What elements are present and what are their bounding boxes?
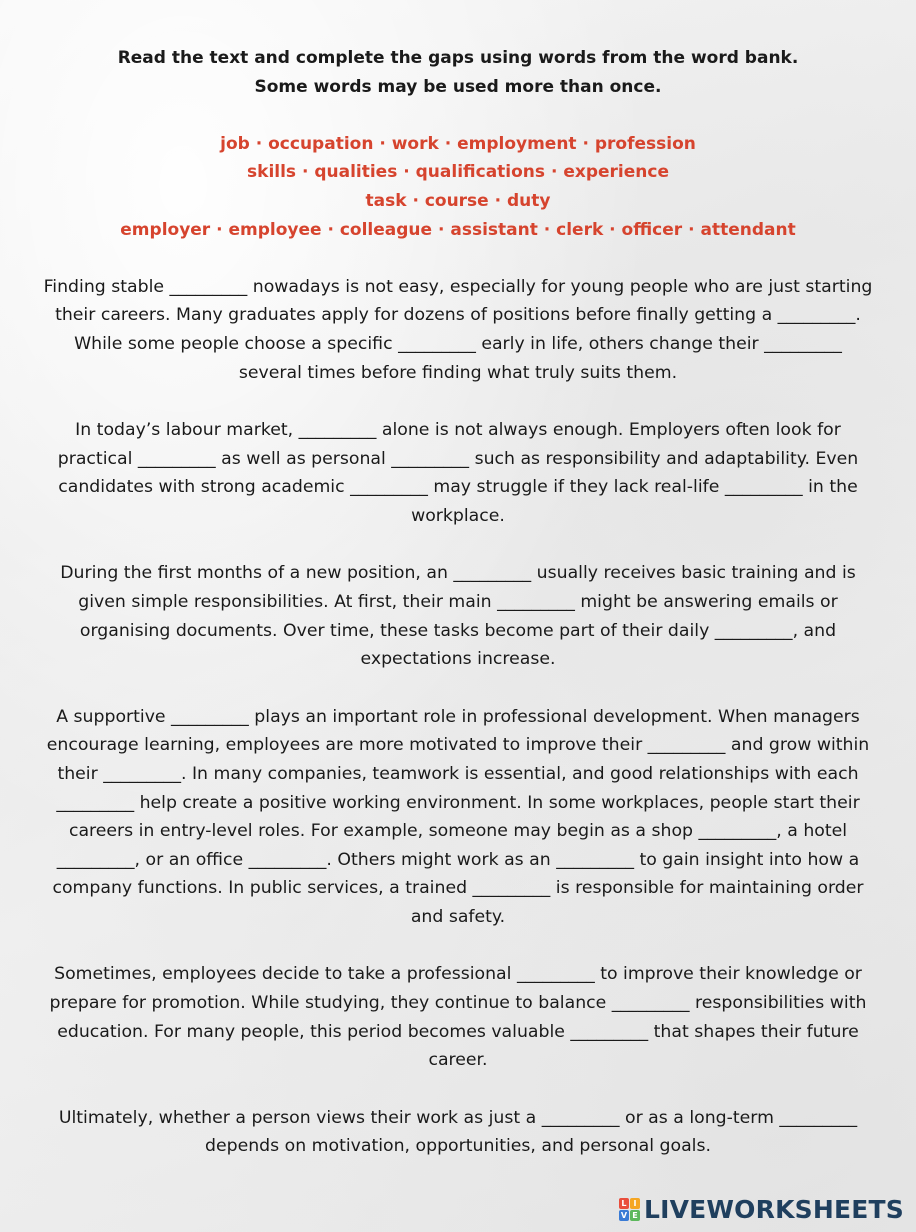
logo-wordmark: LIVEWORKSHEETS — [643, 1195, 904, 1224]
word-bank-row-4: employer · employee · colleague · assistant · clerk · officer · attendant — [120, 219, 796, 240]
paragraph-2: In today’s labour market, _________ alone is not always enough. Employers often look for practical _________ as well as personal _________ such as responsibility and adaptability. Even candidates with strong academic _________ may struggle if they lack real-life _________ in the workplace. — [57, 420, 859, 526]
logo-mark-letter-e: E — [630, 1210, 640, 1221]
logo-mark-letter-v: V — [620, 1211, 628, 1220]
gap-fill-passage — [40, 273, 876, 1161]
paragraph-3: During the first months of a new position, an _________ usually receives basic training and is given simple responsibilities. At first, their main _________ might be answering emails or organising documents. Over time, these tasks become part of their daily _________, and expectations increase. — [60, 563, 856, 670]
logo-mark-letter-l: L — [619, 1198, 629, 1209]
liveworksheets-logo — [619, 1197, 904, 1222]
paragraph-4: A supportive _________ plays an important role in professional development. When managers encourage learning, employees are more motivated to improve their _________ and grow within their _________. In many companies, teamwork is essential, and good relationships with each _________ help create a positive working environment. In some workplaces, people start their careers in entry-level roles. For example, someone may begin as a shop _________, a hotel _________, or an office _________. Others might work as an _________ to gain insight into how a company functions. In public services, a trained _________ is responsible for maintaining order and safety. — [46, 706, 870, 928]
instructions-line-1: Read the text and complete the gaps using words from the word bank. — [117, 48, 799, 68]
word-bank-row-3: task · course · duty — [365, 190, 551, 211]
worksheet — [40, 44, 876, 1161]
paragraph-5: Sometimes, employees decide to take a professional _________ to improve their knowledge or prepare for promotion. While studying, they continue to balance _________ responsibilities with education. For many people, this period becomes valuable _________ that shapes their future career. — [49, 964, 867, 1071]
instructions — [40, 44, 876, 101]
logo-mark-letter-i: I — [630, 1198, 640, 1209]
word-bank-row-2: skills · qualities · qualifications · experience — [247, 162, 669, 183]
instructions-line-2: Some words may be used more than once. — [254, 76, 662, 97]
word-bank-row-1: job · occupation · work · employment · profession — [220, 133, 696, 154]
paragraph-6: Ultimately, whether a person views their work as just a _________ or as a long-term _________ depends on motivation, opportunities, and personal goals. — [58, 1107, 858, 1157]
word-bank — [40, 130, 876, 244]
paragraph-1: Finding stable _________ nowadays is not easy, especially for young people who are just starting their careers. Many graduates apply for dozens of positions before finally getting a _________. While some people choose a specific _________ early in life, others change their _________ several times before finding what truly suits them. — [43, 276, 873, 383]
logo-mark-icon — [619, 1198, 640, 1221]
